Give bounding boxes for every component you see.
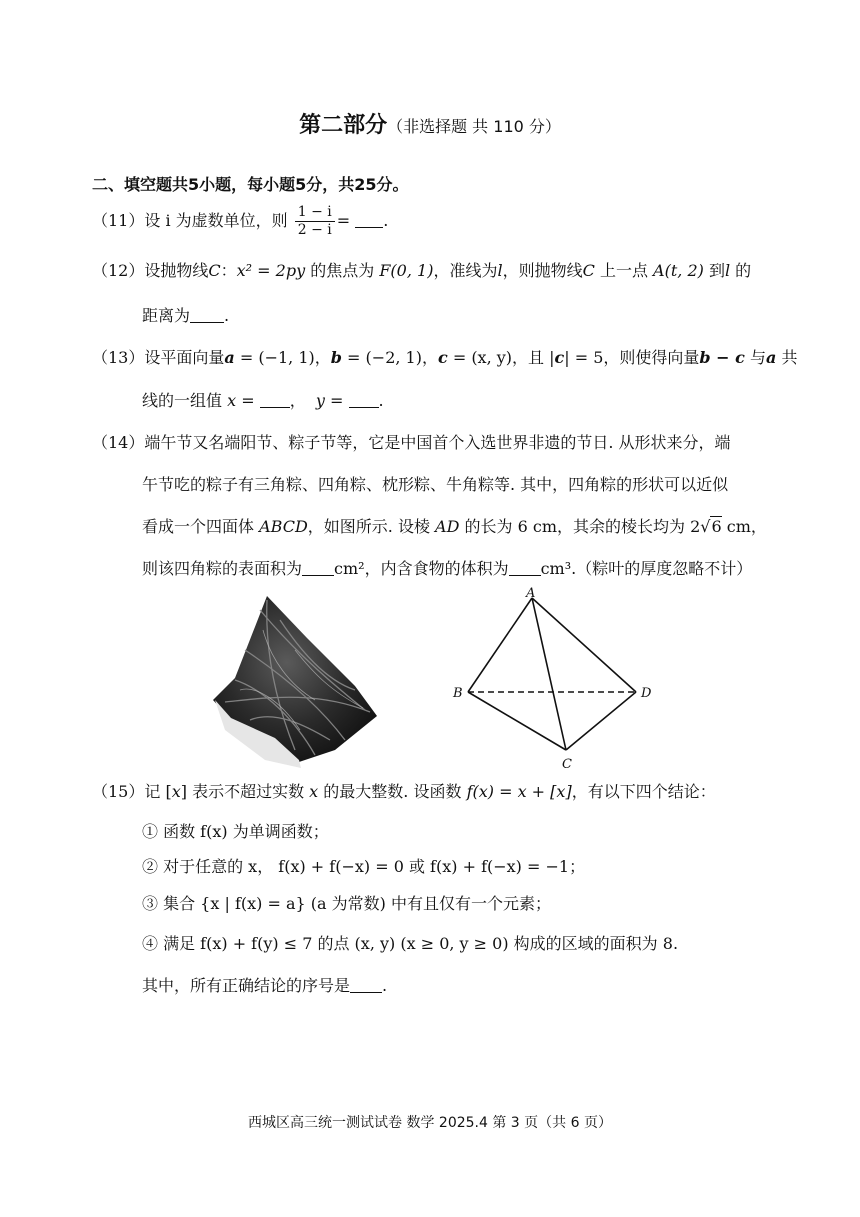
question-12 bbox=[92, 259, 751, 283]
edge-BC bbox=[468, 692, 566, 750]
q12-answer-blank[interactable] bbox=[190, 306, 224, 323]
tetrahedron-diagram bbox=[440, 584, 670, 784]
q12-focus: F(0, 1) bbox=[379, 261, 434, 280]
edge-AD bbox=[532, 598, 636, 692]
q15-answer-blank[interactable] bbox=[350, 976, 382, 993]
q14-number: （14） bbox=[92, 433, 145, 452]
q12-text: 的焦点为 bbox=[305, 261, 380, 280]
q14-sqrt-radicand: 6 bbox=[711, 517, 722, 536]
vertex-label-c: C bbox=[562, 757, 572, 772]
q13-text: = bbox=[236, 391, 260, 410]
q15-text: 记 [ bbox=[144, 782, 172, 801]
q12-text: 距离为 bbox=[142, 306, 191, 325]
question-13-line2 bbox=[142, 389, 384, 413]
q13-period: . bbox=[378, 391, 384, 410]
q14-area-answer-blank[interactable] bbox=[302, 559, 334, 576]
q12-var: l bbox=[724, 261, 731, 280]
question-15 bbox=[92, 780, 716, 804]
q13-vector: b bbox=[330, 348, 342, 367]
q11-frac-num: 1 − i bbox=[295, 204, 335, 222]
q11-text: 设 i 为虚数单位，则 bbox=[144, 211, 288, 230]
q12-text: 设抛物线 bbox=[144, 261, 209, 280]
q13-vector-diff: b − c bbox=[699, 348, 745, 367]
q15-text: 其中，所有正确结论的序号是 bbox=[142, 976, 351, 995]
q12-text: ，则抛物线 bbox=[502, 261, 583, 280]
question-14-line3: 看成一个四面体 ABCD，如图所示. 设棱 AD 的长为 6 cm，其余的棱长均为 2√6 cm， bbox=[142, 517, 767, 536]
q13-text: 设平面向量 bbox=[144, 348, 225, 367]
q13-x-answer-blank[interactable] bbox=[260, 391, 290, 408]
part-title bbox=[0, 108, 860, 139]
q12-period: . bbox=[224, 306, 230, 325]
q13-text: 线的一组值 bbox=[142, 391, 228, 410]
question-14-line2: 午节吃的粽子有三角粽、四角粽、枕形粽、牛角粽等. 其中，四角粽的形状可以近似 bbox=[142, 475, 729, 494]
q12-text: 上一点 bbox=[594, 261, 654, 280]
vertex-label-b: B bbox=[453, 686, 463, 701]
edge-AC bbox=[532, 598, 566, 750]
question-11 bbox=[92, 204, 388, 239]
vertex-label-d: D bbox=[641, 686, 652, 701]
q14-edge: AD bbox=[435, 517, 460, 536]
q13-text: 与 bbox=[744, 348, 766, 367]
q12-text: 的 bbox=[730, 261, 752, 280]
q13-vector: a bbox=[224, 348, 235, 367]
q13-var: y bbox=[315, 391, 325, 410]
q15-statement-2: ② 对于任意的 x， f(x) + f(−x) = 0 或 f(x) + f(−x) = −1； bbox=[142, 857, 586, 876]
vertex-label-a: A bbox=[526, 586, 536, 601]
q13-text: = (x, y)，且 | bbox=[447, 348, 555, 367]
q15-text: ] 表示不超过实数 bbox=[180, 782, 310, 801]
q12-var: C bbox=[582, 261, 595, 280]
q15-question bbox=[142, 974, 387, 998]
q11-fraction bbox=[295, 204, 335, 239]
q11-frac-den: 2 − i bbox=[297, 222, 332, 238]
q13-text: 共 bbox=[776, 348, 798, 367]
q12-text: ： bbox=[220, 261, 237, 280]
q15-function: f(x) = x + [x] bbox=[466, 782, 572, 801]
q13-y-answer-blank[interactable] bbox=[349, 391, 379, 408]
q15-var: x bbox=[309, 782, 319, 801]
part-title-main: 第二部分 bbox=[299, 113, 388, 138]
q12-number: （12） bbox=[92, 261, 145, 280]
q14-text: cm³.（粽叶的厚度忽略不计） bbox=[540, 559, 753, 578]
q11-answer-blank[interactable] bbox=[355, 211, 383, 228]
q11-period: . bbox=[383, 211, 389, 230]
q13-number: （13） bbox=[92, 348, 145, 367]
q15-statement-1: ① 函数 f(x) 为单调函数； bbox=[142, 822, 329, 841]
edge-AB bbox=[468, 598, 532, 692]
question-12-line2 bbox=[142, 304, 229, 328]
q14-text: ，如图所示. 设棱 bbox=[307, 517, 436, 536]
q11-number: （11） bbox=[92, 211, 145, 230]
q13-text: ， bbox=[289, 391, 306, 410]
q14-text: cm， bbox=[721, 517, 767, 536]
q14-text-line1: 端午节又名端阳节、粽子节等，它是中国首个入选世界非遗的节日. 从形状来分，端 bbox=[144, 433, 731, 452]
zongzi-photo bbox=[205, 590, 405, 780]
q15-statement-4: ④ 满足 f(x) + f(y) ≤ 7 的点 (x, y) (x ≥ 0, y ≥ 0) 构成的区域的面积为 8. bbox=[142, 934, 679, 953]
q13-vector: c bbox=[437, 348, 448, 367]
q12-var: l bbox=[497, 261, 503, 280]
q15-var: x bbox=[171, 782, 181, 801]
q12-text: ，准线为 bbox=[433, 261, 498, 280]
q12-var: C bbox=[208, 261, 221, 280]
question-14-line4 bbox=[142, 557, 752, 581]
q15-period: . bbox=[382, 976, 388, 995]
q14-text: 看成一个四面体 bbox=[142, 517, 260, 536]
q13-var: x bbox=[227, 391, 237, 410]
section-heading: 二、填空题共5小题，每小题5分，共25分。 bbox=[92, 175, 409, 194]
q14-text: cm²，内含食物的体积为 bbox=[334, 559, 509, 578]
q12-text: 到 bbox=[703, 261, 725, 280]
q15-text: ，有以下四个结论： bbox=[571, 782, 716, 801]
part-title-sub: （非选择题 共 110 分） bbox=[387, 117, 561, 136]
q13-text: = (−1, 1)， bbox=[234, 348, 331, 367]
q15-statement-3: ③ 集合 {x | f(x) = a} (a 为常数) 中有且仅有一个元素； bbox=[142, 894, 551, 913]
q11-equals: = bbox=[336, 211, 351, 230]
q13-vector: c bbox=[554, 348, 565, 367]
q13-vector: a bbox=[766, 348, 777, 367]
q13-text: = bbox=[324, 391, 349, 410]
q13-text: = (−2, 1)， bbox=[341, 348, 438, 367]
q13-text: | = 5，则使得向量 bbox=[564, 348, 700, 367]
q14-text: 则该四角粽的表面积为 bbox=[142, 559, 303, 578]
q12-point: A(t, 2) bbox=[653, 261, 704, 280]
q14-tetra-name: ABCD bbox=[259, 517, 308, 536]
q12-equation: x² = 2py bbox=[236, 261, 306, 280]
q14-volume-answer-blank[interactable] bbox=[509, 559, 541, 576]
question-13 bbox=[92, 346, 797, 370]
edge-CD bbox=[566, 692, 636, 750]
q15-number: （15） bbox=[92, 782, 145, 801]
q14-text: 的长为 6 cm，其余的棱长均为 2 bbox=[459, 517, 701, 536]
question-14 bbox=[92, 431, 731, 455]
page-footer: 西城区高三统一测试试卷 数学 2025.4 第 3 页（共 6 页） bbox=[248, 1115, 612, 1131]
q15-text: 的最大整数. 设函数 bbox=[318, 782, 467, 801]
